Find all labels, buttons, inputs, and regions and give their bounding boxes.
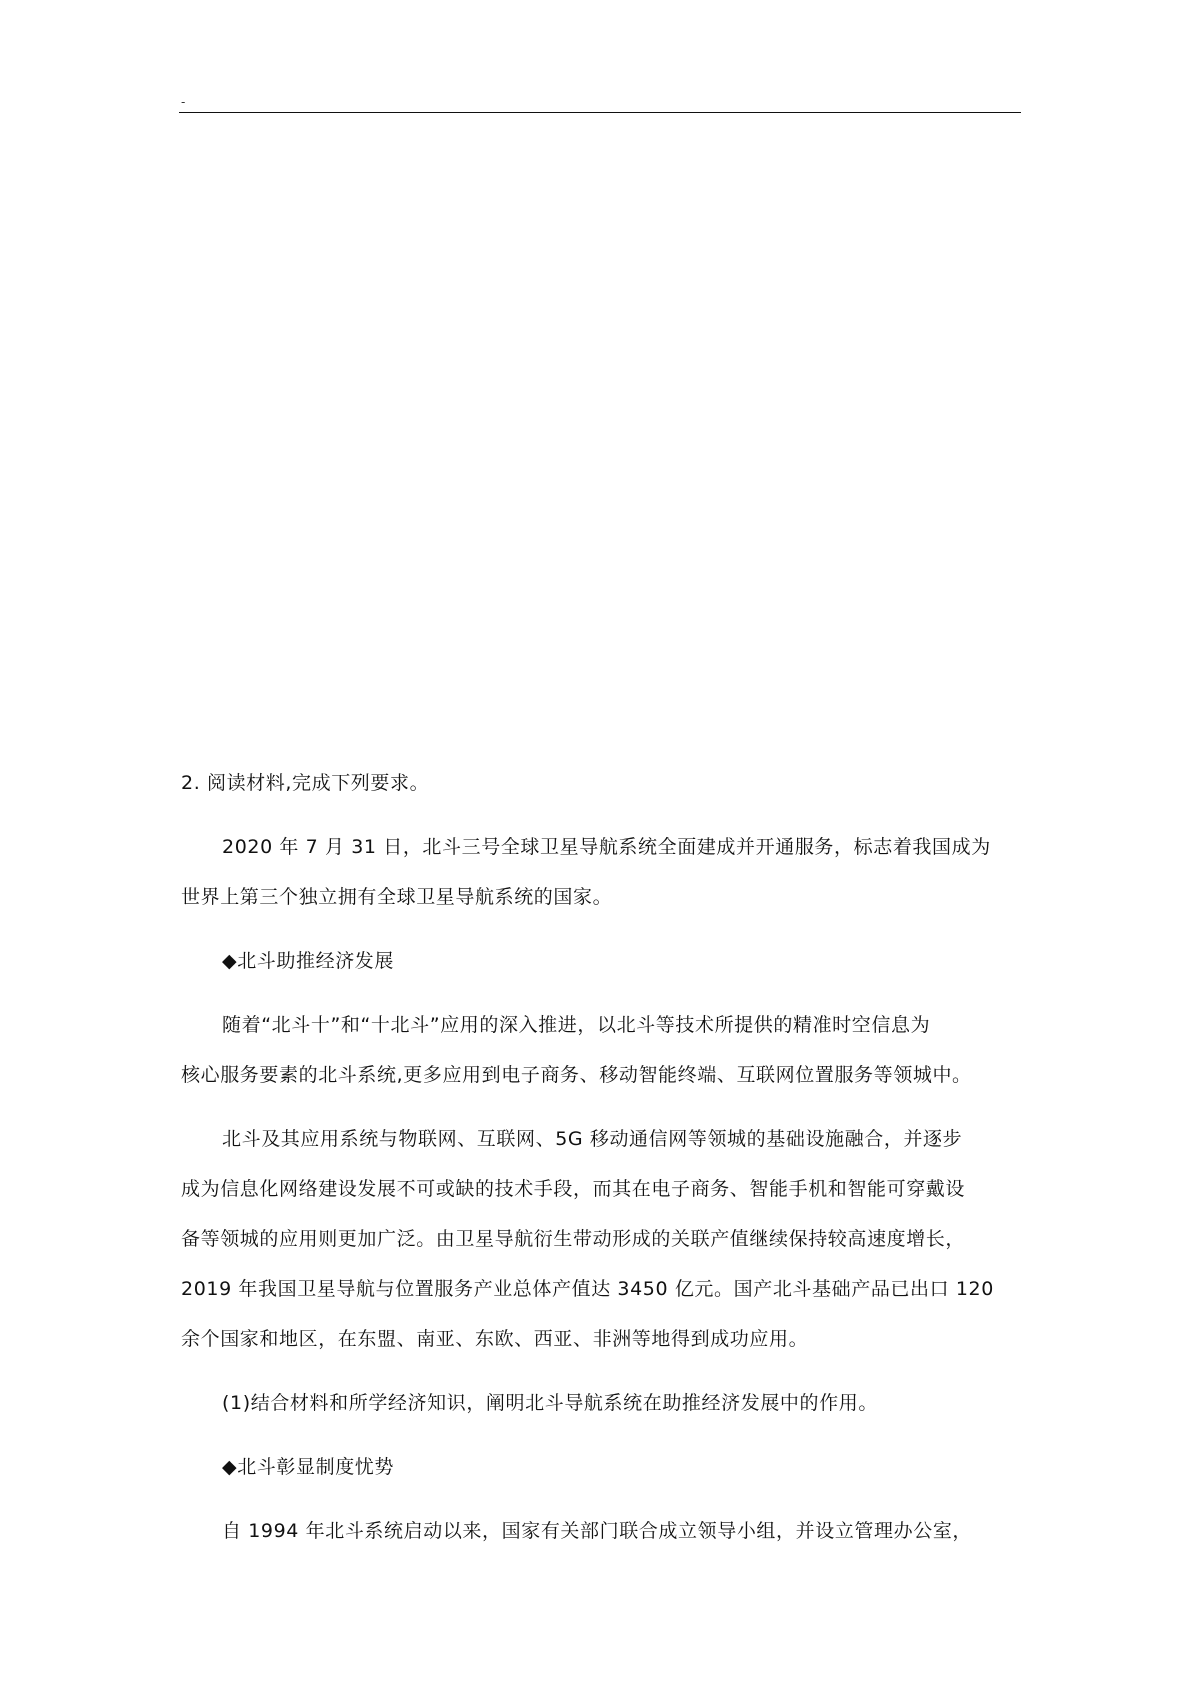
intro-line-1: 2020 年 7 月 31 日，北斗三号全球卫星导航系统全面建成并开通服务，标志着我国成为 [222, 836, 991, 858]
paragraph-2-line-1: 北斗及其应用系统与物联网、互联网、5G 移动通信网等领城的基础设施融合，并逐步 [222, 1128, 963, 1150]
sub-question-1: (1)结合材料和所学经济知识，阐明北斗导航系统在助推经济发展中的作用。 [222, 1392, 878, 1414]
paragraph-1-line-1: 随着“北斗十”和“十北斗”应用的深入推进，以北斗等技术所提供的精准时空信息为 [222, 1014, 931, 1036]
paragraph-2-line-2: 成为信息化网络建设发展不可或缺的技术手段，而其在电子商务、智能手机和智能可穿戴设 [181, 1178, 966, 1200]
intro-paragraph [181, 822, 1023, 922]
section2-heading: ◆北斗彰显制度忧势 [222, 1456, 395, 1478]
document-content [181, 758, 1023, 1570]
paragraph-2-line-5: 余个国家和地区，在东盟、南亚、东欧、西亚、非洲等地得到成功应用。 [181, 1328, 809, 1350]
paragraph-2-line-3: 备等领城的应用则更加广泛。由卫星导航衍生带动形成的关联产值继续保持较高速度增长， [181, 1228, 966, 1250]
paragraph-3-line-1: 自 1994 年北斗系统启动以来，国家有关部门联合成立领导小组，并设立管理办公室， [222, 1520, 973, 1542]
paragraph-3 [181, 1506, 1023, 1556]
paragraph-2-line-4: 2019 年我国卫星导航与位置服务产业总体产值达 3450 亿元。国产北斗基础产品已出口 120 [181, 1278, 994, 1300]
paragraph-1-line-2: 核心服务要素的北斗系统,更多应用到电子商务、移动智能终端、互联网位置服务等领城中。 [181, 1064, 972, 1086]
paragraph-2 [181, 1114, 1023, 1364]
section1-heading: ◆北斗助推经济发展 [222, 950, 395, 972]
header-mark: - [181, 95, 186, 109]
question-title: 2. 阅读材料,完成下列要求。 [181, 772, 430, 794]
intro-line-2: 世界上第三个独立拥有全球卫星导航系统的国家。 [181, 886, 613, 908]
paragraph-1 [181, 1000, 1023, 1100]
header-rule [179, 112, 1021, 113]
